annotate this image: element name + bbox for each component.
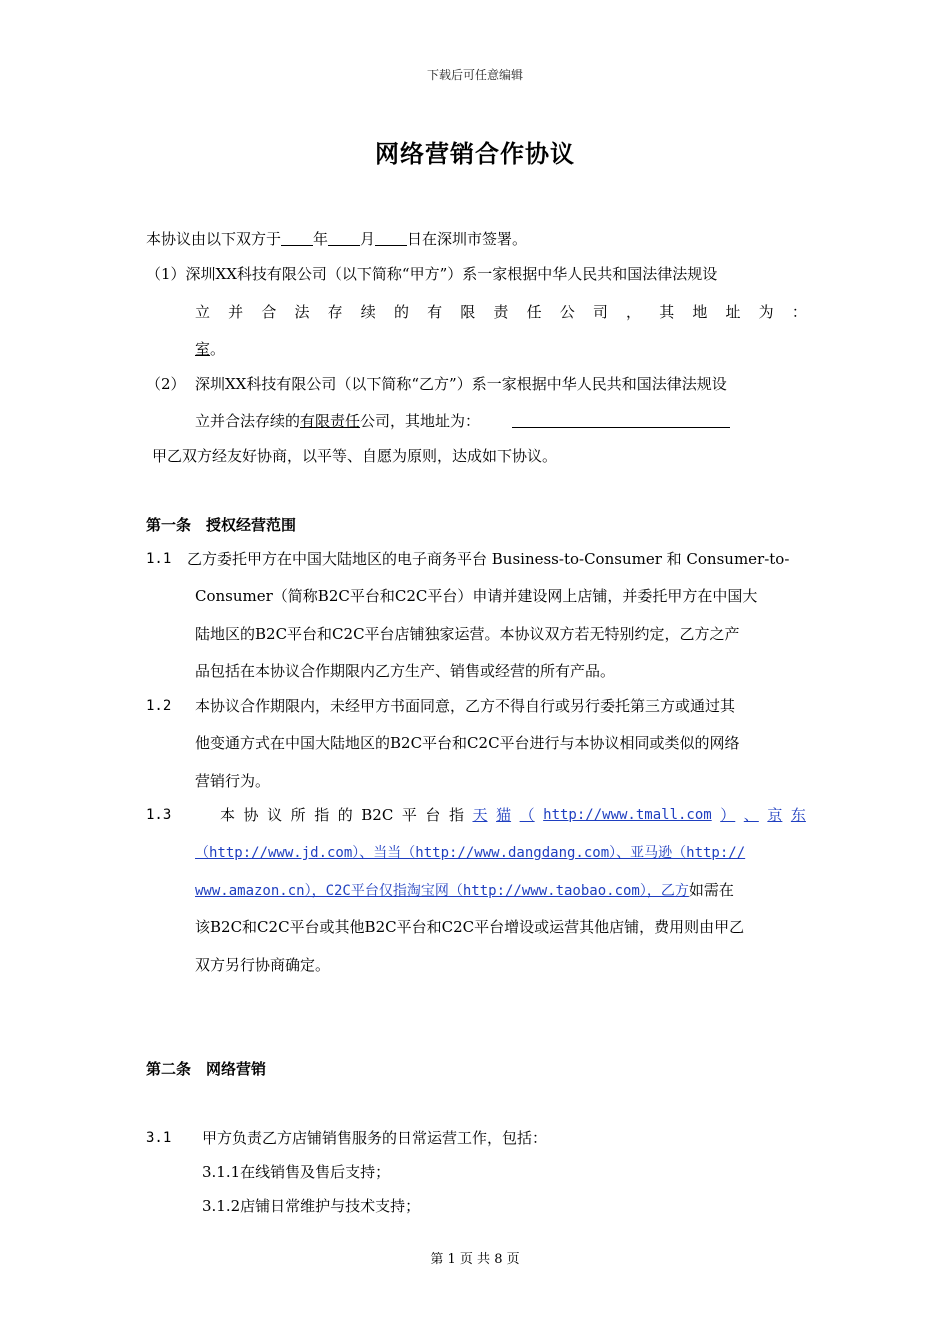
document-title: 网络营销合作协议 [375, 140, 575, 168]
party-a-line3-end: 。 [210, 340, 226, 358]
party-a-line1: （1）深圳XX科技有限公司（以下简称“甲方”）系一家根据中华人民共和国法律法规设 [146, 265, 718, 283]
clause-1-3-line1 [220, 805, 806, 825]
party-a-line2 [195, 302, 807, 322]
party-a-line2-char: 合 [261, 303, 277, 321]
party-a-line2-char: 并 [228, 303, 244, 321]
party-a-line2-char: 责 [493, 303, 509, 321]
clause-1-3-line1-link[interactable]: 京 [767, 806, 783, 824]
clause-1-3-line4: 该B2C和C2C平台或其他B2C平台和C2C平台增设或运营其他店铺，费用则由甲乙 [195, 918, 745, 936]
clause-1-3-line5: 双方另行协商确定。 [195, 956, 331, 974]
intro-month: 月 [360, 230, 376, 248]
c2c-platform-links[interactable]: www.amazon.cn），C2C平台仅指淘宝网（http://www.taobao.com），乙方 [195, 883, 689, 899]
party-a-line2-char: 公 [559, 303, 575, 321]
intro-suffix: 日在深圳市签署。 [407, 230, 528, 248]
clause-3-1-1: 3.1.1在线销售及售后支持； [202, 1163, 391, 1181]
clause-1-1-line1: 乙方委托甲方在中国大陆地区的电子商务平台 Business-to-Consumer 和 Consumer-to- [187, 550, 790, 568]
clause-1-3-line1-link[interactable]: http://www.tmall.com [543, 807, 712, 823]
clause-1-3-line1-link[interactable]: 东 [790, 806, 806, 824]
clause-1-2-line2: 他变通方式在中国大陆地区的B2C平台和C2C平台进行与本协议相同或类似的网络 [195, 734, 740, 752]
intro-paragraph [146, 229, 527, 249]
page-header-note: 下载后可任意编辑 [426, 68, 523, 82]
agreement-statement: 甲乙双方经友好协商，以平等、自愿为原则，达成如下协议。 [152, 447, 558, 465]
party-a-line2-char: 续 [360, 303, 376, 321]
clause-1-3-line1-char: 平 [401, 806, 417, 824]
clause-3-1-2: 3.1.2店铺日常维护与技术支持； [202, 1197, 421, 1215]
clause-1-3-line2 [195, 843, 807, 863]
party-a-line2-char: 法 [294, 303, 310, 321]
clause-1-3-line1-link[interactable]: 猫 [496, 806, 512, 824]
page-footer: 第 1 页 共 8 页 [430, 1252, 520, 1267]
party-b-number: （2） [146, 375, 186, 393]
clause-3-1-text: 甲方负责乙方店铺销售服务的日常运营工作，包括： [202, 1129, 548, 1147]
article-2-title: 第二条 网络营销 [146, 1060, 267, 1078]
party-b-line1: 深圳XX科技有限公司（以下简称“乙方”）系一家根据中华人民共和国法律法规设 [195, 375, 727, 393]
clause-1-3-line1-link[interactable]: 、 [743, 806, 759, 824]
clause-3-1-number: 3.1 [146, 1130, 172, 1146]
clause-1-3-line1-char: 台 [425, 806, 441, 824]
intro-year: 年 [313, 230, 329, 248]
clause-1-3-line1-char: B2C [361, 806, 394, 824]
party-b-address-blank [512, 427, 730, 428]
clause-1-3-line3 [195, 880, 734, 901]
party-a-line2-char: 有 [427, 303, 443, 321]
party-a-line3 [195, 339, 225, 359]
clause-1-3-line1-char: 议 [267, 806, 283, 824]
clause-1-1-line4: 品包括在本协议合作期限内乙方生产、销售或经营的所有产品。 [195, 662, 616, 680]
clause-1-3-line1-char: 的 [337, 806, 353, 824]
party-a-line2-char: 的 [393, 303, 409, 321]
article-1-title: 第一条 授权经营范围 [146, 516, 297, 534]
clause-1-1-number: 1.1 [146, 551, 172, 567]
clause-1-3-line1-char: 指 [448, 806, 464, 824]
party-a-line2-char: 为 [758, 303, 774, 321]
day-blank [375, 230, 407, 246]
clause-1-2-line3: 营销行为。 [195, 772, 271, 790]
party-a-line2-char: ： [791, 303, 807, 321]
party-a-line2-char: 限 [460, 303, 476, 321]
party-a-room: 室 [195, 340, 211, 358]
party-b-line2-a: 立并合法存续的 [195, 412, 301, 430]
clause-1-1-line2: Consumer（简称B2C平台和C2C平台）申请并建设网上店铺，并委托甲方在中国大 [195, 587, 758, 605]
party-a-line2-char: 任 [526, 303, 542, 321]
party-a-line2-char: 存 [327, 303, 343, 321]
party-a-line2-char: 立 [195, 303, 211, 321]
year-blank [281, 230, 313, 246]
clause-1-3-line1-link[interactable]: ） [720, 806, 736, 824]
intro-prefix: 本协议由以下双方于 [146, 230, 282, 248]
clause-1-3-line1-link[interactable]: 天 [472, 806, 488, 824]
clause-1-3-line1-char: 指 [314, 806, 330, 824]
clause-1-2-number: 1.2 [146, 698, 172, 714]
party-b-line2 [195, 411, 480, 431]
party-a-line2-char: ， [626, 303, 642, 321]
clause-1-2-line1: 本协议合作期限内，未经甲方书面同意，乙方不得自行或另行委托第三方或通过其 [195, 697, 736, 715]
party-a-line2-char: 址 [725, 303, 741, 321]
clause-1-3-line1-char: 协 [243, 806, 259, 824]
clause-1-3-line1-link[interactable]: （ [519, 806, 535, 824]
clause-1-3-line1-char: 所 [290, 806, 306, 824]
party-a-line2-char: 司 [592, 303, 608, 321]
party-b-limited-liability: 有限责任 [300, 412, 361, 430]
clause-1-1-line3: 陆地区的B2C平台和C2C平台店铺独家运营。本协议双方若无特别约定，乙方之产 [195, 625, 740, 643]
party-b-line2-b: 公司，其地址为： [360, 412, 481, 430]
clause-1-3-number: 1.3 [146, 807, 172, 823]
clause-1-3-line3-plain: 如需在 [688, 881, 734, 899]
party-a-line2-char: 其 [659, 303, 675, 321]
clause-1-3-line1-char: 本 [220, 806, 236, 824]
party-a-line2-char: 地 [692, 303, 708, 321]
month-blank [328, 230, 360, 246]
b2c-platform-links[interactable]: （http://www.jd.com）、当当（http://www.dangdang.com）、亚马逊（http:// [195, 845, 746, 861]
